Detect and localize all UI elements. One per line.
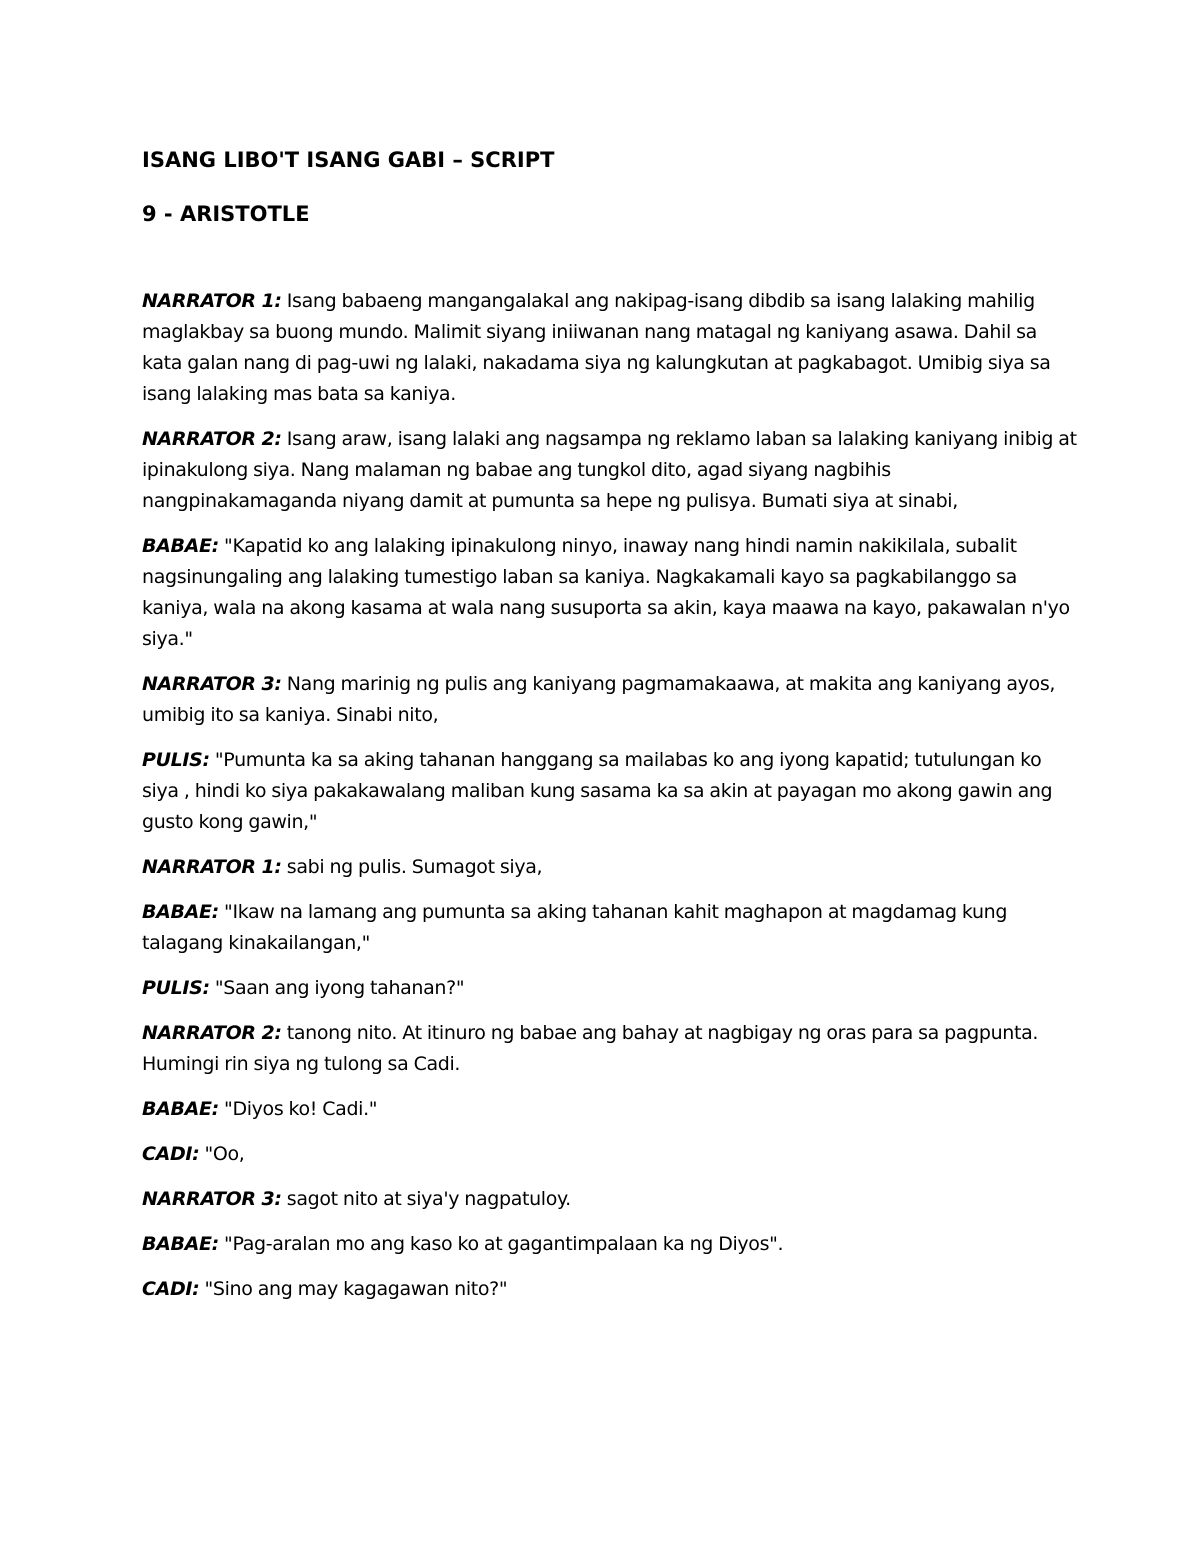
line-text: "Pag-aralan mo ang kaso ko at gagantimpalaan ka ng Diyos". (218, 1233, 784, 1255)
script-line (142, 669, 1082, 731)
script-line (142, 424, 1082, 517)
script-line (142, 1274, 1082, 1305)
document-title: ISANG LIBO'T ISANG GABI – SCRIPT (142, 148, 555, 172)
speaker-label: BABAE: (142, 1098, 219, 1120)
script-line (142, 1018, 1082, 1080)
line-text: "Ikaw na lamang ang pumunta sa aking tahanan kahit maghapon at magdamag kung talagang kinakailangan," (142, 901, 1008, 954)
speaker-label: NARRATOR 3: (142, 673, 282, 695)
line-text: Isang babaeng mangangalakal ang nakipag-isang dibdib sa isang lalaking mahilig maglakbay sa buong mundo. Malimit siyang iniiwanan nang matagal ng kaniyang asawa. Dahil sa kata galan nang di pag-uwi ng lalaki, nakadama siya ng kalungkutan at pagkabagot. Umibig siya sa isang lalaking mas bata sa kaniya. (142, 290, 1051, 405)
script-line (142, 897, 1082, 959)
speaker-label: BABAE: (142, 901, 219, 923)
script-line (142, 745, 1082, 838)
script-line (142, 286, 1082, 410)
speaker-label: CADI: (142, 1143, 200, 1165)
script-line (142, 1184, 1082, 1215)
script-line (142, 973, 1082, 1004)
script-line (142, 531, 1082, 655)
line-text: sabi ng pulis. Sumagot siya, (281, 856, 543, 878)
speaker-label: NARRATOR 2: (142, 428, 282, 450)
line-text: "Pumunta ka sa aking tahanan hanggang sa mailabas ko ang iyong kapatid; tutulungan ko siya , hindi ko siya pakakawalang maliban kung sasama ka sa akin at payagan mo akong gawin ang gusto kong gawin," (142, 749, 1053, 833)
speaker-label: PULIS: (142, 977, 210, 999)
speaker-label: BABAE: (142, 535, 219, 557)
speaker-label: NARRATOR 1: (142, 290, 282, 312)
line-text: sagot nito at siya'y nagpatuloy. (281, 1188, 571, 1210)
script-line (142, 1229, 1082, 1260)
speaker-label: NARRATOR 3: (142, 1188, 282, 1210)
script-line (142, 1139, 1082, 1170)
line-text: "Oo, (199, 1143, 245, 1165)
line-text: Nang marinig ng pulis ang kaniyang pagmamakaawa, at makita ang kaniyang ayos, umibig ito sa kaniya. Sinabi nito, (142, 673, 1056, 726)
speaker-label: CADI: (142, 1278, 200, 1300)
line-text: "Sino ang may kagagawan nito?" (199, 1278, 508, 1300)
document-body (142, 144, 1082, 1319)
script-line (142, 1094, 1082, 1125)
speaker-label: NARRATOR 1: (142, 856, 282, 878)
script-line (142, 852, 1082, 883)
line-text: "Diyos ko! Cadi." (218, 1098, 378, 1120)
line-text: "Kapatid ko ang lalaking ipinakulong ninyo, inaway nang hindi namin nakikilala, subalit nagsinungaling ang lalaking tumestigo laban sa kaniya. Nagkakamali kayo sa pagkabilanggo sa kaniya, wala na akong kasama at wala nang susuporta sa akin, kaya maawa na kayo, pakawalan n'yo siya." (142, 535, 1070, 650)
speaker-label: NARRATOR 2: (142, 1022, 282, 1044)
line-text: tanong nito. At itinuro ng babae ang bahay at nagbigay ng oras para sa pagpunta. Humingi rin siya ng tulong sa Cadi. (142, 1022, 1039, 1075)
line-text: "Saan ang iyong tahanan?" (209, 977, 465, 999)
document-subtitle: 9 - ARISTOTLE (142, 202, 310, 226)
speaker-label: BABAE: (142, 1233, 219, 1255)
speaker-label: PULIS: (142, 749, 210, 771)
line-text: Isang araw, isang lalaki ang nagsampa ng reklamo laban sa lalaking kaniyang inibig at ipinakulong siya. Nang malaman ng babae ang tungkol dito, agad siyang nagbihis nangpinakamaganda niyang damit at pumunta sa hepe ng pulisya. Bumati siya at sinabi, (142, 428, 1077, 512)
